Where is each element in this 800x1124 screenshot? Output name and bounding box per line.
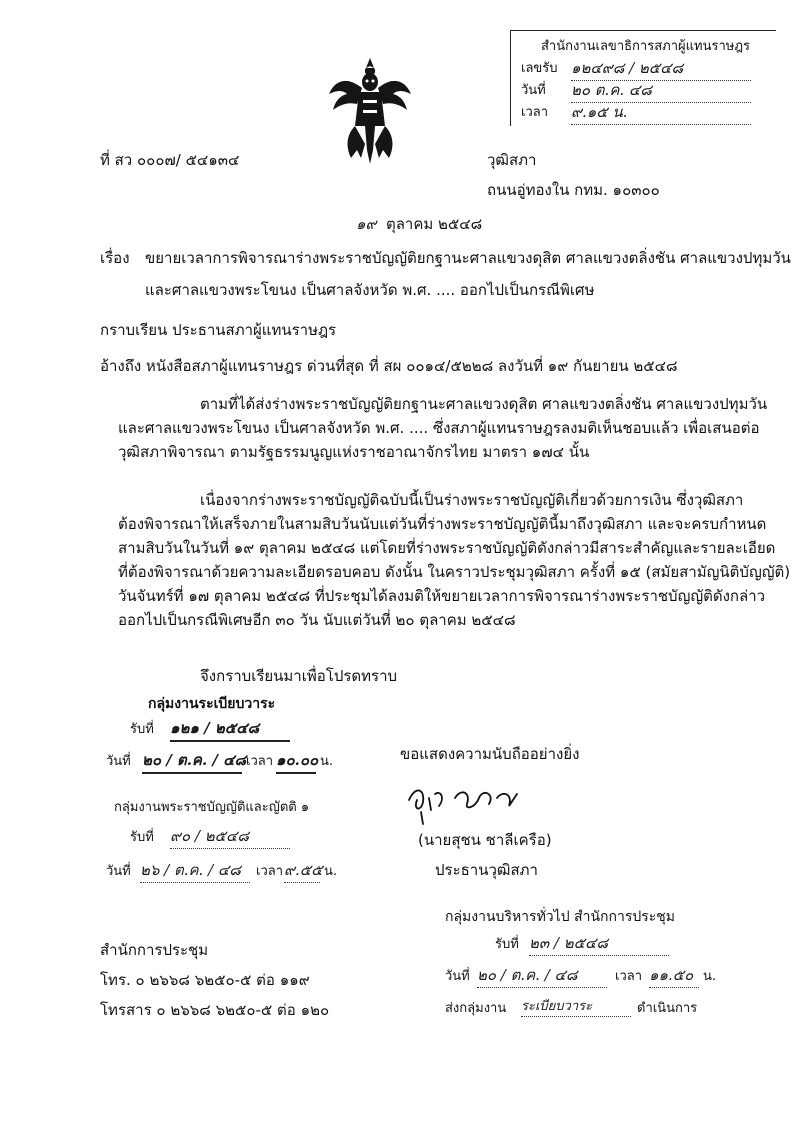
stamp-admin-recv-label: รับที่ bbox=[495, 937, 519, 952]
stamp-admin-recv-no: ๒๓ / ๒๕๔๘ bbox=[529, 931, 669, 956]
stamp-admin-forward-label: ส่งกลุ่มงาน bbox=[445, 1001, 507, 1016]
paragraph-line: และศาลแขวงพระโขนง เป็นศาลจังหวัด พ.ศ. .... ซึ่งสภาผู้แทนราษฎรลงมติเห็นชอบแล้ว เพื่อเสนอต่อ bbox=[118, 419, 760, 437]
stamp-admin-forward-end: ดำเนินการ bbox=[637, 1001, 698, 1016]
stamp-admin bbox=[445, 905, 745, 1016]
stamp-bill-time-label: เวลา bbox=[256, 864, 284, 879]
salutation: กราบเรียน ประธานสภาผู้แทนราษฎร bbox=[100, 321, 337, 339]
reference-number: ที่ สว ๐๐๐๗/ ๕๔๑๓๔ bbox=[100, 151, 240, 169]
paragraph-line: ตามที่ได้ส่งร่างพระราชบัญญัติยกฐานะศาลแขวงดุสิต ศาลแขวงตลิ่งชัน ศาลแขวงปทุมวัน bbox=[200, 395, 768, 413]
receipt-stamp bbox=[510, 30, 776, 126]
stamp-admin-time-label: เวลา bbox=[615, 969, 643, 984]
subject-line-1: ขยายเวลาการพิจารณาร่างพระราชบัญญัติยกฐานะศาลแขวงดุสิต ศาลแขวงตลิ่งชัน ศาลแขวงปทุมวัน bbox=[145, 249, 791, 267]
stamp-bill-time-unit: น. bbox=[324, 864, 338, 879]
reference-line: อ้างถึง หนังสือสภาผู้แทนราษฎร ด่วนที่สุด ที่ สผ ๐๐๑๔/๕๒๒๘ ลงวันที่ ๑๙ กันยายน ๒๕๔๘ bbox=[100, 357, 678, 375]
signature-scribble bbox=[405, 780, 545, 830]
paragraph-line: วันจันทร์ที่ ๑๗ ตุลาคม ๒๕๔๘ ที่ประชุมได้ลงมติให้ขยายเวลาการพิจารณาร่างพระราชบัญญัติดังกล่าว bbox=[118, 587, 766, 605]
stamp-bill-recv-no: ๙๐ / ๒๕๔๘ bbox=[170, 824, 290, 849]
closing-line: จึงกราบเรียนมาเพื่อโปรดทราบ bbox=[200, 667, 398, 685]
stamp-admin-date-value: ๒๐ / ต.ค. / ๔๘ bbox=[477, 963, 607, 988]
stamp-bill-recv-label: รับที่ bbox=[130, 830, 154, 845]
footer-fax: โทรสาร ๐ ๒๖๖๘ ๖๒๕๐-๕ ต่อ ๑๒๐ bbox=[100, 1001, 330, 1019]
footer-office: สำนักการประชุม bbox=[100, 941, 209, 959]
paragraph-line: เนื่องจากร่างพระราชบัญญัติฉบับนี้เป็นร่างพระราชบัญญัติเกี่ยวด้วยการเงิน ซึ่งวุฒิสภา bbox=[200, 491, 744, 509]
paragraph-line: ออกไปเป็นกรณีพิเศษอีก ๓๐ วัน นับแต่วันที่ ๒๐ ตุลาคม ๒๕๔๘ bbox=[118, 611, 516, 629]
stamp-registry-title: กลุ่มงานระเบียบวาระ bbox=[148, 696, 276, 712]
receipt-time-label: เวลา bbox=[521, 105, 549, 120]
receipt-time-value: ๙.๑๕ น. bbox=[571, 100, 751, 125]
body-paragraph-2 bbox=[118, 488, 791, 632]
receipt-recv-no: ๑๒๔๙๘ / ๒๕๔๘ bbox=[571, 56, 751, 81]
footer-tel: โทร. ๐ ๒๖๖๘ ๖๒๕๐-๕ ต่อ ๑๑๙ bbox=[100, 971, 310, 989]
stamp-admin-time-value: ๑๑.๕๐ bbox=[649, 963, 699, 988]
stamp-admin-title: กลุ่มงานบริหารทั่วไป สำนักการประชุม bbox=[445, 909, 676, 925]
stamp-bill bbox=[100, 796, 340, 891]
paragraph-line: สามสิบวันในวันที่ ๑๙ ตุลาคม ๒๕๔๘ แต่โดยที่ร่างพระราชบัญญัติดังกล่าวมีสาระสำคัญและรายละเอียด bbox=[118, 539, 776, 557]
receipt-date-value: ๒๐ ต.ค. ๔๘ bbox=[571, 78, 751, 103]
receipt-date-label: วันที่ bbox=[521, 83, 546, 98]
stamp-admin-time-unit: น. bbox=[703, 969, 717, 984]
paragraph-line: วุฒิสภาพิจารณา ตามรัฐธรรมนูญแห่งราชอาณาจักรไทย มาตรา ๑๗๔ นั้น bbox=[118, 443, 590, 461]
stamp-bill-title: กลุ่มงานพระราชบัญญัติและญัตติ ๑ bbox=[114, 800, 310, 815]
receipt-stamp-office: สำนักงานเลขาธิการสภาผู้แทนราษฎร bbox=[541, 39, 751, 54]
stamp-admin-forward-value: ระเบียบวาระ bbox=[521, 995, 631, 1017]
date-month-year: ตุลาคม ๒๕๔๘ bbox=[386, 215, 483, 233]
stamp-registry-recv-no: ๑๒๑ / ๒๕๔๘ bbox=[170, 716, 290, 742]
stamp-registry-time-unit: น. bbox=[320, 754, 334, 769]
receipt-recv-label: เลขรับ bbox=[521, 61, 558, 76]
date-day: ๑๙ bbox=[356, 215, 377, 233]
stamp-registry-date-label: วันที่ bbox=[106, 754, 131, 769]
stamp-bill-date-value: ๒๖ / ต.ค. / ๔๘ bbox=[140, 858, 250, 883]
stamp-registry-time-value: ๑๐.๐๐ bbox=[276, 748, 316, 774]
body-paragraph-1 bbox=[118, 392, 768, 464]
subject-line-2: และศาลแขวงพระโขนง เป็นศาลจังหวัด พ.ศ. .... ออกไปเป็นกรณีพิเศษ bbox=[145, 281, 595, 299]
stamp-bill-time-value: ๙.๕๕ bbox=[284, 858, 320, 883]
stamp-registry-time-label: เวลา bbox=[246, 754, 274, 769]
stamp-admin-date-label: วันที่ bbox=[445, 969, 470, 984]
paragraph-line: ต้องพิจารณาให้เสร็จภายในสามสิบวันนับแต่วันที่ร่างพระราชบัญญัตินี้มาถึงวุฒิสภา และจะครบกำหนด bbox=[118, 515, 767, 533]
signatory-name: (นายสุชน ชาลีเครือ) bbox=[418, 831, 552, 849]
sender-organization: วุฒิสภา bbox=[487, 151, 537, 169]
garuda-emblem bbox=[325, 54, 415, 166]
paragraph-line: ที่ต้องพิจารณาด้วยความละเอียดรอบคอบ ดังนั้น ในคราวประชุมวุฒิสภา ครั้งที่ ๑๕ (สมัยสามัญนิติบัญญัติ) bbox=[118, 563, 791, 581]
stamp-registry-recv-label: รับที่ bbox=[130, 722, 154, 737]
stamp-bill-date-label: วันที่ bbox=[106, 864, 131, 879]
stamp-registry-date-value: ๒๐ / ต.ค. / ๔๘ bbox=[142, 748, 242, 774]
signatory-position: ประธานวุฒิสภา bbox=[435, 861, 538, 879]
sender-address: ถนนอู่ทองใน กทม. ๑๐๓๐๐ bbox=[487, 181, 660, 199]
stamp-registry bbox=[100, 690, 334, 780]
regards: ขอแสดงความนับถืออย่างยิ่ง bbox=[400, 745, 580, 763]
subject-label: เรื่อง bbox=[100, 249, 130, 267]
